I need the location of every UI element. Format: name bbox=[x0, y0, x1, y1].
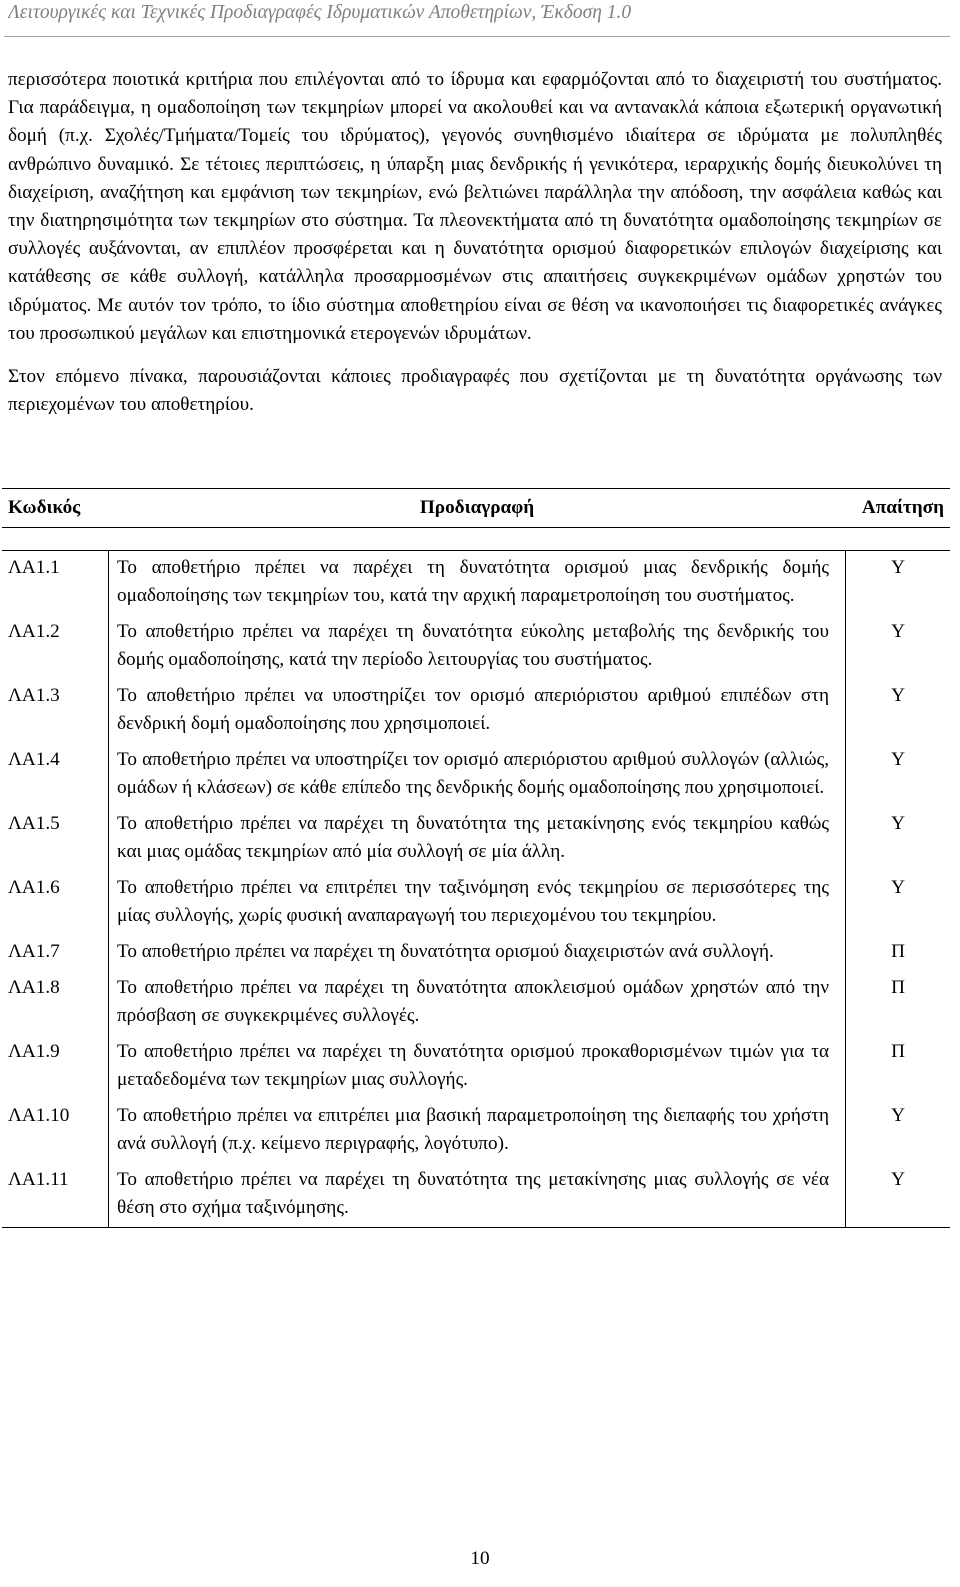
table-row bbox=[2, 1099, 950, 1163]
row-code: ΛΑ1.2 bbox=[2, 615, 109, 679]
row-specification: Το αποθετήριο πρέπει να υποστηρίζει τον ορισμό απεριόριστου αριθμού επιπέδων στη δενδρική δομή ομαδοποίησης που χρησιμοποιεί. bbox=[117, 685, 829, 734]
paragraph-1: περισσότερα ποιοτικά κριτήρια που επιλέγονται από το ίδρυμα και εφαρμόζονται από το διαχειριστή του συστήματος. Για παράδειγμα, η ομαδοποίηση των τεκμηρίων μπορεί να ακολουθεί και να αντανακλά κάποια εξωτερική οργανωτική δομή (π.χ. Σχολές/Τμήματα/Τομείς του ιδρύματος), γεγονός συνηθισμένο ιδιαίτερα σε ιδρύματα με πολυπληθές ανθρώπινο δυναμικό. Σε τέτοιες περιπτώσεις, η ύπαρξη μιας δενδρικής ή γενικότερα, ιεραρχικής δομής διευκολύνει τη διαχείριση, αναζήτηση και εμφάνιση των τεκμηρίων, ενώ βελτιώνει παράλληλα την απόδοση, την ασφάλεια καθώς και την διατηρησιμότητα των τεκμηρίων στο σύστημα. Τα πλεονεκτήματα από τη δυνατότητα ομαδοποίησης τεκμηρίων σε συλλογές αυξάνονται, αν επιπλέον προσφέρεται και η δυνατότητα ορισμού διαφορετικών επιλογών διαχείρισης και κατάθεσης σε κάθε συλλογή, κατάλληλα προσαρμοσμένων στις απαιτήσεις συγκεκριμένων ομάδων χρηστών του ιδρύματος. Με αυτόν τον τρόπο, το ίδιο σύστημα αποθετηρίου είναι σε θέση να ικανοποιήσει τις διαφορετικές ανάγκες του προσωπικού μεγάλων και επιστημονικά ετερογενών ιδρυμάτων. bbox=[8, 69, 942, 344]
body-text bbox=[8, 66, 942, 434]
row-specification: Το αποθετήριο πρέπει να επιτρέπει την ταξινόμηση ενός τεκμηρίου σε περισσότερες της μίας συλλογής, χωρίς φυσική αναπαραγωγή του περιεχομένου του τεκμηρίου. bbox=[117, 877, 829, 926]
row-code: ΛΑ1.5 bbox=[2, 807, 109, 871]
row-code: ΛΑ1.9 bbox=[2, 1035, 109, 1099]
column-header-spec: Προδιαγραφή bbox=[109, 489, 846, 528]
row-code: ΛΑ1.7 bbox=[2, 935, 109, 971]
table-row bbox=[2, 743, 950, 807]
table-row bbox=[2, 1163, 950, 1228]
row-requirement: Υ bbox=[846, 679, 951, 743]
table-row bbox=[2, 971, 950, 1035]
row-requirement: Υ bbox=[846, 1099, 951, 1163]
row-requirement: Υ bbox=[846, 551, 951, 616]
table-row bbox=[2, 1035, 950, 1099]
row-code: ΛΑ1.11 bbox=[2, 1163, 109, 1228]
row-specification: Το αποθετήριο πρέπει να παρέχει τη δυνατότητα ορισμού μιας δενδρικής δομής ομαδοποίησης των τεκμηρίων του, κατά την αρχική παραμετροποίηση του συστήματος. bbox=[117, 557, 829, 606]
row-specification: Το αποθετήριο πρέπει να επιτρέπει μια βασική παραμετροποίηση της διεπαφής του χρήστη ανά συλλογή (π.χ. κείμενο περιγραφής, λογότυπο). bbox=[117, 1105, 829, 1154]
row-requirement: Π bbox=[846, 935, 951, 971]
table-spacer-row bbox=[2, 528, 950, 551]
row-code: ΛΑ1.10 bbox=[2, 1099, 109, 1163]
row-code: ΛΑ1.4 bbox=[2, 743, 109, 807]
row-requirement: Π bbox=[846, 971, 951, 1035]
row-requirement: Υ bbox=[846, 1163, 951, 1228]
header-divider bbox=[4, 36, 950, 37]
table-row bbox=[2, 679, 950, 743]
running-header: Λειτουργικές και Τεχνικές Προδιαγραφές Ιδρυματικών Αποθετηρίων, Έκδοση 1.0 bbox=[8, 2, 632, 23]
page-number: 10 bbox=[470, 1548, 490, 1569]
row-requirement: Π bbox=[846, 1035, 951, 1099]
table-row bbox=[2, 551, 950, 616]
row-requirement: Υ bbox=[846, 871, 951, 935]
table-row bbox=[2, 871, 950, 935]
row-specification: Το αποθετήριο πρέπει να παρέχει τη δυνατότητα αποκλεισμού ομάδων χρηστών από την πρόσβαση σε συγκεκριμένες συλλογές. bbox=[117, 977, 829, 1026]
row-specification: Το αποθετήριο πρέπει να παρέχει τη δυνατότητα εύκολης μεταβολής της δενδρικής του δομής ομαδοποίησης, κατά την περίοδο λειτουργίας του συστήματος. bbox=[117, 621, 829, 670]
table-row bbox=[2, 615, 950, 679]
row-specification: Το αποθετήριο πρέπει να παρέχει τη δυνατότητα ορισμού προκαθορισμένων τιμών για τα μεταδεδομένα των τεκμηρίων μιας συλλογής. bbox=[117, 1041, 829, 1090]
column-header-code: Κωδικός bbox=[2, 489, 109, 528]
row-specification: Το αποθετήριο πρέπει να παρέχει τη δυνατότητα της μετακίνησης ενός τεκμηρίου καθώς και μιας ομάδας τεκμηρίων από μία συλλογή σε μία άλλη. bbox=[117, 813, 829, 862]
row-requirement: Υ bbox=[846, 615, 951, 679]
row-specification: Το αποθετήριο πρέπει να παρέχει τη δυνατότητα της μετακίνησης μιας συλλογής σε νέα θέση στο σχήμα ταξινόμησης. bbox=[109, 1163, 846, 1228]
table-row bbox=[2, 807, 950, 871]
row-code: ΛΑ1.1 bbox=[2, 551, 109, 616]
paragraph-2: Στον επόμενο πίνακα, παρουσιάζονται κάποιες προδιαγραφές που σχετίζονται με τη δυνατότητα οργάνωσης των περιεχομένων του αποθετηρίου. bbox=[8, 366, 942, 416]
row-specification: Το αποθετήριο πρέπει να παρέχει τη δυνατότητα ορισμού διαχειριστών ανά συλλογή. bbox=[117, 941, 774, 962]
table-header-row bbox=[2, 489, 950, 528]
row-code: ΛΑ1.6 bbox=[2, 871, 109, 935]
table-row bbox=[2, 935, 950, 971]
row-specification: Το αποθετήριο πρέπει να υποστηρίζει τον ορισμό απεριόριστου αριθμού συλλογών (αλλιώς, ομάδων ή κλάσεων) σε κάθε επίπεδο της δενδρικής δομής ομαδοποίησης που χρησιμοποιεί. bbox=[117, 749, 829, 798]
column-header-requirement: Απαίτηση bbox=[846, 489, 951, 528]
row-requirement: Υ bbox=[846, 743, 951, 807]
row-code: ΛΑ1.3 bbox=[2, 679, 109, 743]
specifications-table bbox=[2, 488, 950, 1228]
row-code: ΛΑ1.8 bbox=[2, 971, 109, 1035]
row-requirement: Υ bbox=[846, 807, 951, 871]
